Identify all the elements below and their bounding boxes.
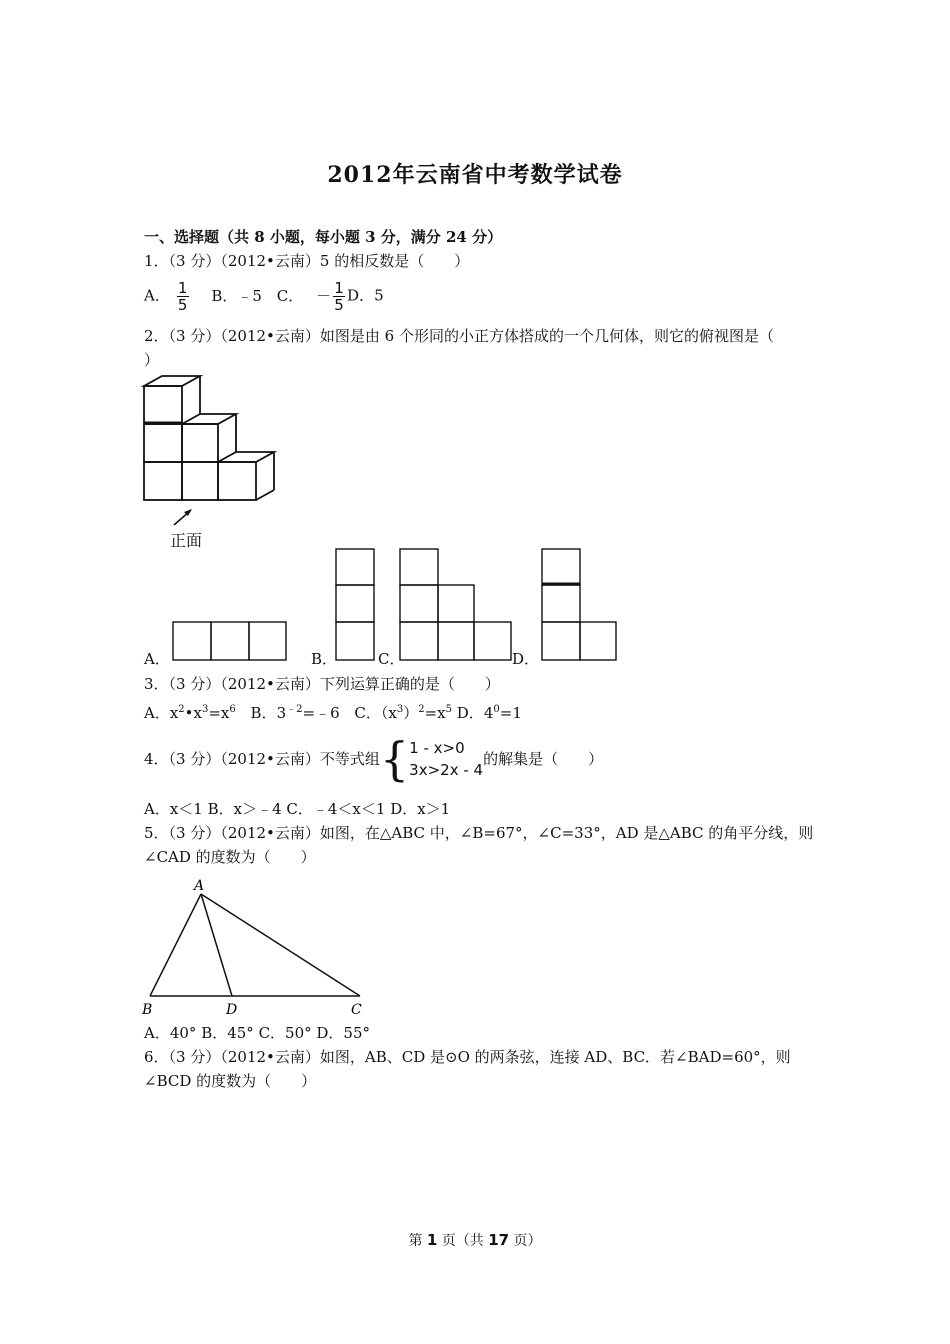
q2-option-c: C． xyxy=(378,650,405,668)
q1-a-numerator: 1 xyxy=(177,279,188,297)
q3-stem: 3．（3 分）（2012•云南）下列运算正确的是（ ） xyxy=(144,675,500,693)
q3-a-exp1: 2 xyxy=(178,704,185,715)
q4-inequality-system xyxy=(379,732,484,786)
q2-option-a: A． xyxy=(144,650,170,668)
q1-option-a-label: A． xyxy=(144,286,170,305)
q5-label-a: A xyxy=(194,878,205,894)
footer-mid: 页（共 xyxy=(437,1233,489,1249)
q1-c-numerator: 1 xyxy=(334,279,344,297)
footer-page-number: 1 xyxy=(426,1231,438,1249)
q3-c-exp3: 5 xyxy=(445,704,453,715)
q2-stem-line1: 2．（3 分）（2012•云南）如图是由 6 个形同的小正方体搭成的一个几何体，则它的俯视图是（ xyxy=(144,327,774,345)
q1-option-c-fraction xyxy=(333,280,345,313)
q3-c-exp1: 3 xyxy=(396,704,404,715)
paper-title: 2012年云南省中考数学试卷 xyxy=(327,162,623,188)
q4-stem-prefix: 4．（3 分）（2012•云南）不等式组 xyxy=(144,750,380,768)
q3-d-part1: D．4 xyxy=(456,704,494,722)
q5-triangle-figure xyxy=(138,872,368,1018)
q4-stem xyxy=(144,734,603,784)
q3-c-part2: ） xyxy=(403,704,419,722)
q3-d-exp: 0 xyxy=(493,704,500,715)
q1-c-denominator: 5 xyxy=(334,296,344,314)
q3-options xyxy=(144,700,522,723)
q5-label-d: D xyxy=(226,1002,238,1018)
section-heading-choice: 一、选择题（共 8 小题，每小题 3 分，满分 24 分） xyxy=(144,228,503,246)
q3-a-part3: =x xyxy=(208,704,230,722)
q4-inequality-1: 1 - x>0 xyxy=(409,739,465,757)
q4-options: A．x＜1 B．x＞﹣4 C．﹣4＜x＜1 D．x＞1 xyxy=(144,800,451,818)
q2-option-b-figure xyxy=(334,547,376,663)
brace-icon: { xyxy=(379,732,410,786)
q2-option-c-figure xyxy=(398,547,514,663)
q2-option-d: D． xyxy=(512,650,540,668)
q2-front-label: 正面 xyxy=(170,531,203,550)
footer-total-pages: 17 xyxy=(488,1231,510,1249)
q3-a-exp3: 6 xyxy=(229,704,236,715)
q4-stem-suffix: 的解集是（ ） xyxy=(483,750,604,768)
q2-option-a-figure xyxy=(172,620,288,662)
q1-option-d: D．5 xyxy=(347,286,384,305)
q5-stem-line2: ∠CAD 的度数为（ ） xyxy=(144,848,316,866)
footer-post: 页） xyxy=(509,1233,542,1249)
q1-option-c-label: C． xyxy=(276,286,304,305)
q1-c-sign: － xyxy=(316,286,332,305)
q5-options: A．40° B．45° C．50° D．55° xyxy=(144,1024,371,1042)
q3-a-part2: •x xyxy=(184,704,202,722)
q3-b-exp: ﹣2 xyxy=(286,704,303,715)
q3-a-exp2: 3 xyxy=(201,704,209,715)
q1-option-b: B．﹣5 xyxy=(211,286,262,305)
q3-c-part3: =x xyxy=(424,704,446,722)
q1-option-a-fraction xyxy=(177,280,189,313)
q2-stem-line2: ） xyxy=(144,351,160,369)
q6-stem-line1: 6．（3 分）（2012•云南）如图，AB、CD 是⊙O 的两条弦，连接 AD、BC．若∠BAD=60°，则 xyxy=(144,1048,791,1066)
q5-label-c: C xyxy=(351,1002,362,1018)
q3-c-exp2: 2 xyxy=(418,704,425,715)
page-footer xyxy=(0,1230,950,1250)
q3-b-part2: =﹣6 xyxy=(302,704,340,722)
q5-stem-line1: 5．（3 分）（2012•云南）如图，在△ABC 中，∠B=67°，∠C=33°，AD 是△ABC 的角平分线，则 xyxy=(144,824,814,842)
q3-d-part2: =1 xyxy=(499,704,522,722)
q1-options xyxy=(144,280,384,313)
q3-b-part1: B．3 xyxy=(250,704,287,722)
q2-option-d-figure xyxy=(540,547,620,663)
q1-a-denominator: 5 xyxy=(177,296,188,314)
q5-label-b: B xyxy=(142,1002,153,1018)
front-view-arrow xyxy=(170,506,196,528)
q3-c-part1: C．（x xyxy=(354,704,397,722)
q1-stem: 1．（3 分）（2012•云南）5 的相反数是（ ） xyxy=(144,252,470,270)
footer-pre: 第 xyxy=(408,1233,427,1249)
q3-a-part1: A．x xyxy=(144,704,179,722)
q2-solid-figure xyxy=(140,372,285,502)
q6-stem-line2: ∠BCD 的度数为（ ） xyxy=(144,1072,317,1090)
q4-inequality-2: 3x>2x - 4 xyxy=(409,761,484,779)
q2-option-b: B． xyxy=(311,650,338,668)
